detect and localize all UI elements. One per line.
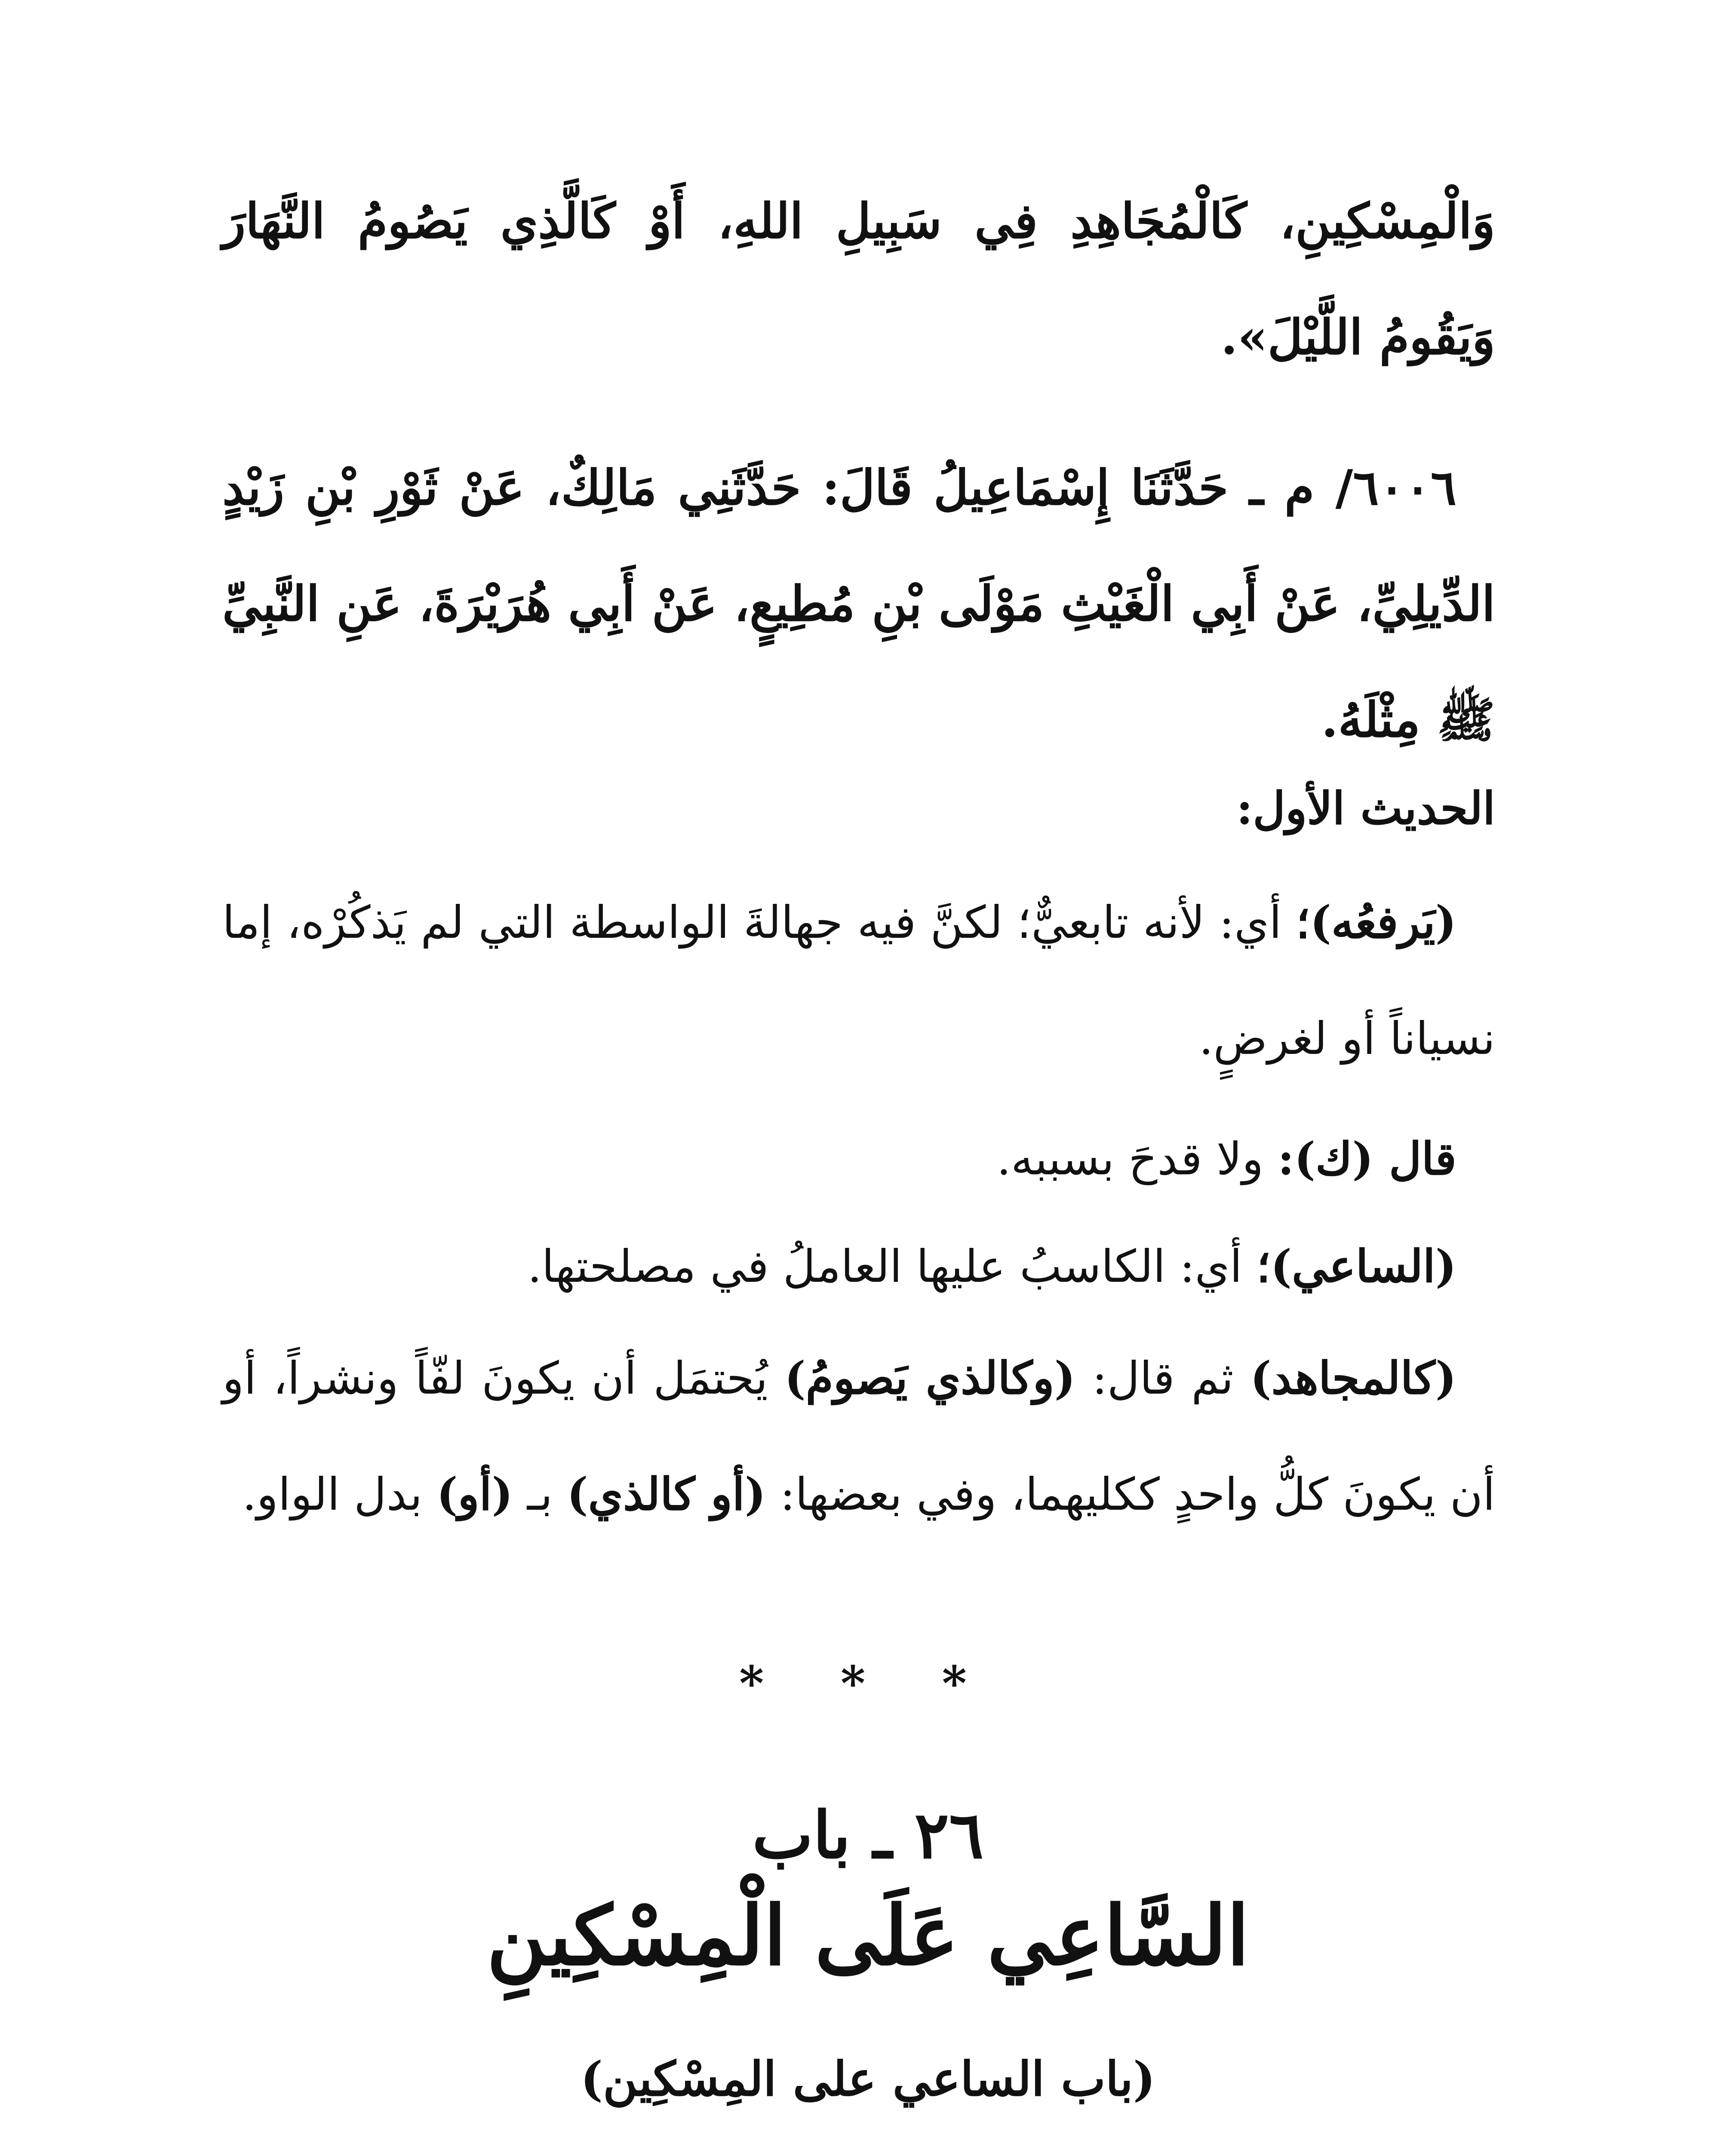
commentary-paragraph-3 [222,1208,1495,1324]
hadith-ending: وَالْمِسْكِينِ، كَالْمُجَاهِدِ فِي سَبِيلِ اللهِ، أَوْ كَالَّذِي يَصُومُ النَّهَارَ وَيَقُومُ اللَّيْلَ». [222,193,1495,366]
commentary-paragraph-1 [222,864,1495,1096]
commentary-text-4c: بـ [513,1468,567,1520]
section-heading: الحديث الأول: [1236,782,1495,835]
term-yarfauhu: (يَرفعُه)؛ [1296,896,1456,949]
term-al-saai: (الساعي)؛ [1256,1240,1456,1293]
chapter-subtitle: (باب الساعي على المِسْكِين) [581,2051,1155,2107]
term-aw: (أو) [436,1468,513,1520]
term-aw-kalladhi: (أو كالذي) [567,1468,766,1520]
section-separator: * * * [739,1656,997,1711]
term-kal-mujahid: (كالمجاهد) [1250,1351,1456,1404]
commentary-text-4a: ثم قال: [1075,1352,1251,1404]
commentary-text-3: أي: الكاسبُ عليها العاملُ في مصلحتها. [527,1240,1257,1293]
term-wa-kalladhi: (وكالذي يَصومُ) [784,1351,1075,1404]
commentary-text-4b: يُحتمَل أن يكونَ لفّاً ونشراً، أو أن يكونَ كلُّ واحدٍ ككليهما، وفي بعضها: [222,1352,1495,1520]
commentary-paragraph-2 [222,1101,1495,1217]
hadith-6006: ٦٠٠٦/ م ـ حَدَّثَنَا إِسْمَاعِيلُ قَالَ: حَدَّثَنِي مَالِكٌ، عَنْ ثَوْرِ بْنِ زَيْدٍ الدِّيلِيِّ، عَنْ أَبِي الْغَيْثِ مَوْلَى بْنِ مُطِيعٍ، عَنْ أَبِي هُرَيْرَةَ، عَنِ النَّبِيِّ ﷺ مِثْلَهُ. [222,460,1495,748]
commentary-text-2: ولا قدحَ بسببه. [996,1133,1278,1185]
commentary-text-4d: بدل الواو. [242,1468,437,1520]
term-qal-k: قال (ك): [1278,1132,1456,1185]
commentary-text-1: أي: لأنه تابعيٌّ؛ لكنَّ فيه جهالةَ الواسطة التي لم يَذكُرْه، إما نسياناً أو لغرضٍ. [222,896,1495,1065]
chapter-number: ٢٦ ـ باب [752,1797,984,1873]
commentary-paragraph-4 [222,1320,1495,1552]
chapter-title: السَّاعِي عَلَى الْمِسْكِينِ [486,1888,1250,1984]
